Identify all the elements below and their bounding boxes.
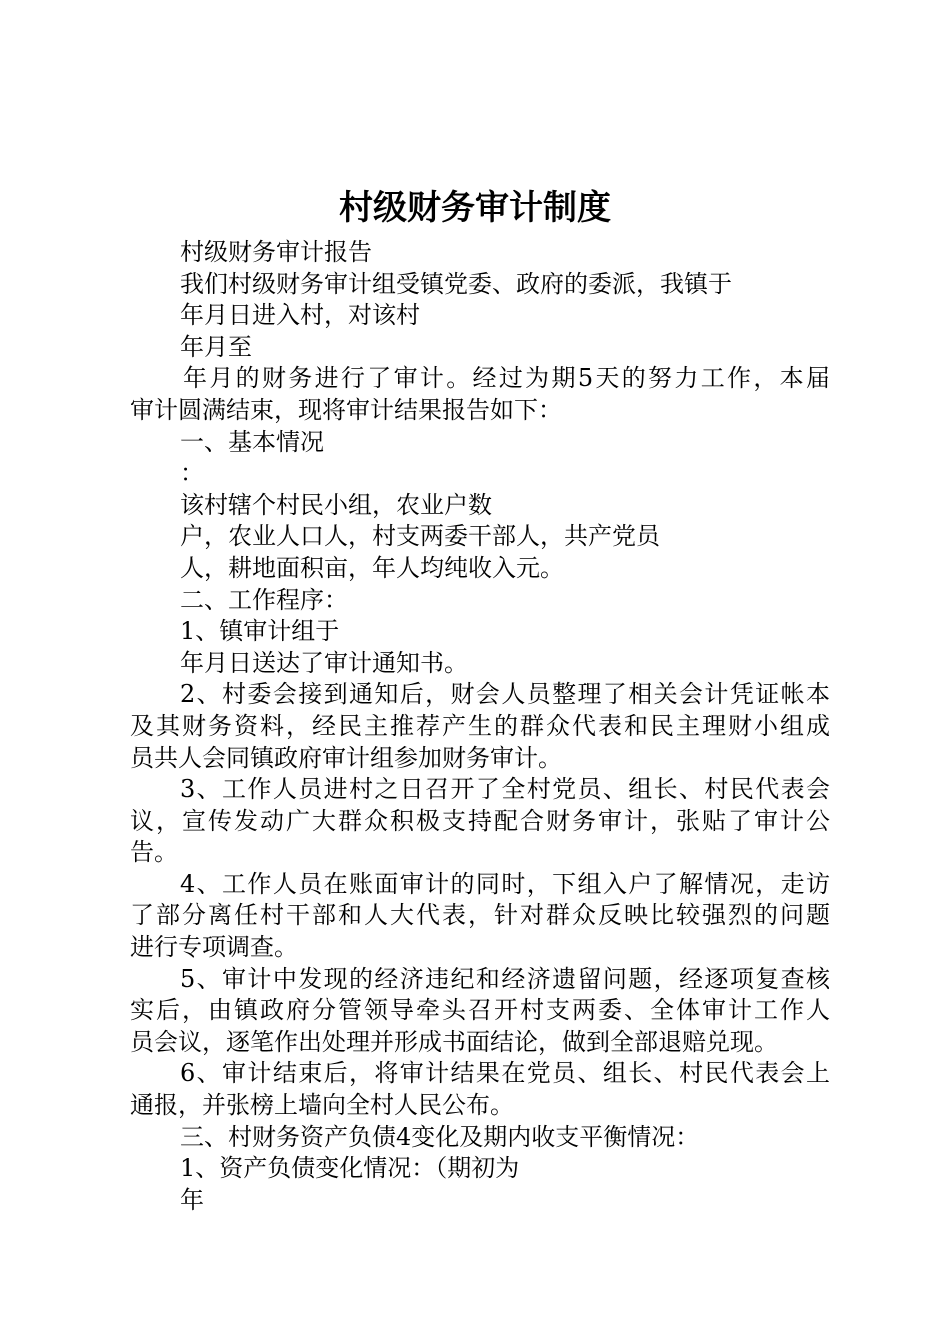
paragraph-line: 2、村委会接到通知后，财会人员整理了相关会计凭证帐本 bbox=[180, 680, 830, 709]
paragraph-line: 年月日进入村，对该村 bbox=[180, 301, 420, 330]
paragraph-line: 5、审计中发现的经济违纪和经济遗留问题，经逐项复查核 bbox=[180, 964, 830, 993]
section-heading: 三、村财务资产负债4变化及期内收支平衡情况： bbox=[180, 1122, 700, 1151]
paragraph-line: 村级财务审计报告 bbox=[180, 238, 372, 266]
paragraph-line: 了部分离任村干部和人大代表，针对群众反映比较强烈的问题 bbox=[130, 901, 830, 930]
document-title: 村级财务审计制度 bbox=[339, 188, 611, 228]
paragraph-line: 年月日送达了审计通知书。 bbox=[180, 648, 468, 677]
paragraph-line: 人，耕地面积亩，年人均纯收入元。 bbox=[180, 553, 564, 582]
paragraph-line: 员共人会同镇政府审计组参加财务审计。 bbox=[130, 743, 562, 772]
paragraph-line: 我们村级财务审计组受镇党委、政府的委派，我镇于 bbox=[180, 269, 732, 298]
paragraph-line: 实后，由镇政府分管领导牵头召开村支两委、全体审计工作人 bbox=[130, 996, 830, 1025]
paragraph-line: ： bbox=[180, 459, 204, 488]
section-heading: 一、基本情况 bbox=[180, 427, 324, 456]
paragraph-line: 该村辖个村民小组，农业户数 bbox=[180, 490, 492, 519]
paragraph-line: 及其财务资料，经民主推荐产生的群众代表和民主理财小组成 bbox=[130, 711, 830, 740]
paragraph-line: 进行专项调查。 bbox=[130, 933, 298, 962]
paragraph-line: 年月的财务进行了审计。经过为期5天的努力工作，本届 bbox=[183, 364, 830, 393]
paragraph-line: 议，宣传发动广大群众积极支持配合财务审计，张贴了审计公 bbox=[130, 806, 830, 835]
paragraph-line: 3、工作人员进村之日召开了全村党员、组长、村民代表会 bbox=[180, 775, 830, 804]
paragraph-line: 1、镇审计组于 bbox=[180, 617, 340, 646]
paragraph-line: 员会议，逐笔作出处理并形成书面结论，做到全部退赔兑现。 bbox=[130, 1027, 778, 1056]
paragraph-line: 通报，并张榜上墙向全村人民公布。 bbox=[130, 1091, 514, 1120]
document-body bbox=[130, 237, 830, 1216]
paragraph-line: 6、审计结束后，将审计结果在党员、组长、村民代表会上 bbox=[180, 1059, 830, 1088]
paragraph-line: 户，农业人口人，村支两委干部人，共产党员 bbox=[180, 522, 660, 551]
paragraph-line: 1、资产负债变化情况：（期初为 bbox=[180, 1154, 520, 1183]
paragraph-line: 年 bbox=[180, 1185, 204, 1214]
paragraph-line: 年月至 bbox=[180, 332, 252, 361]
paragraph-line: 告。 bbox=[130, 838, 178, 867]
section-heading: 二、工作程序： bbox=[180, 585, 348, 614]
paragraph-line: 审计圆满结束，现将审计结果报告如下： bbox=[130, 395, 562, 424]
paragraph-line: 4、工作人员在账面审计的同时，下组入户了解情况，走访 bbox=[180, 869, 830, 898]
